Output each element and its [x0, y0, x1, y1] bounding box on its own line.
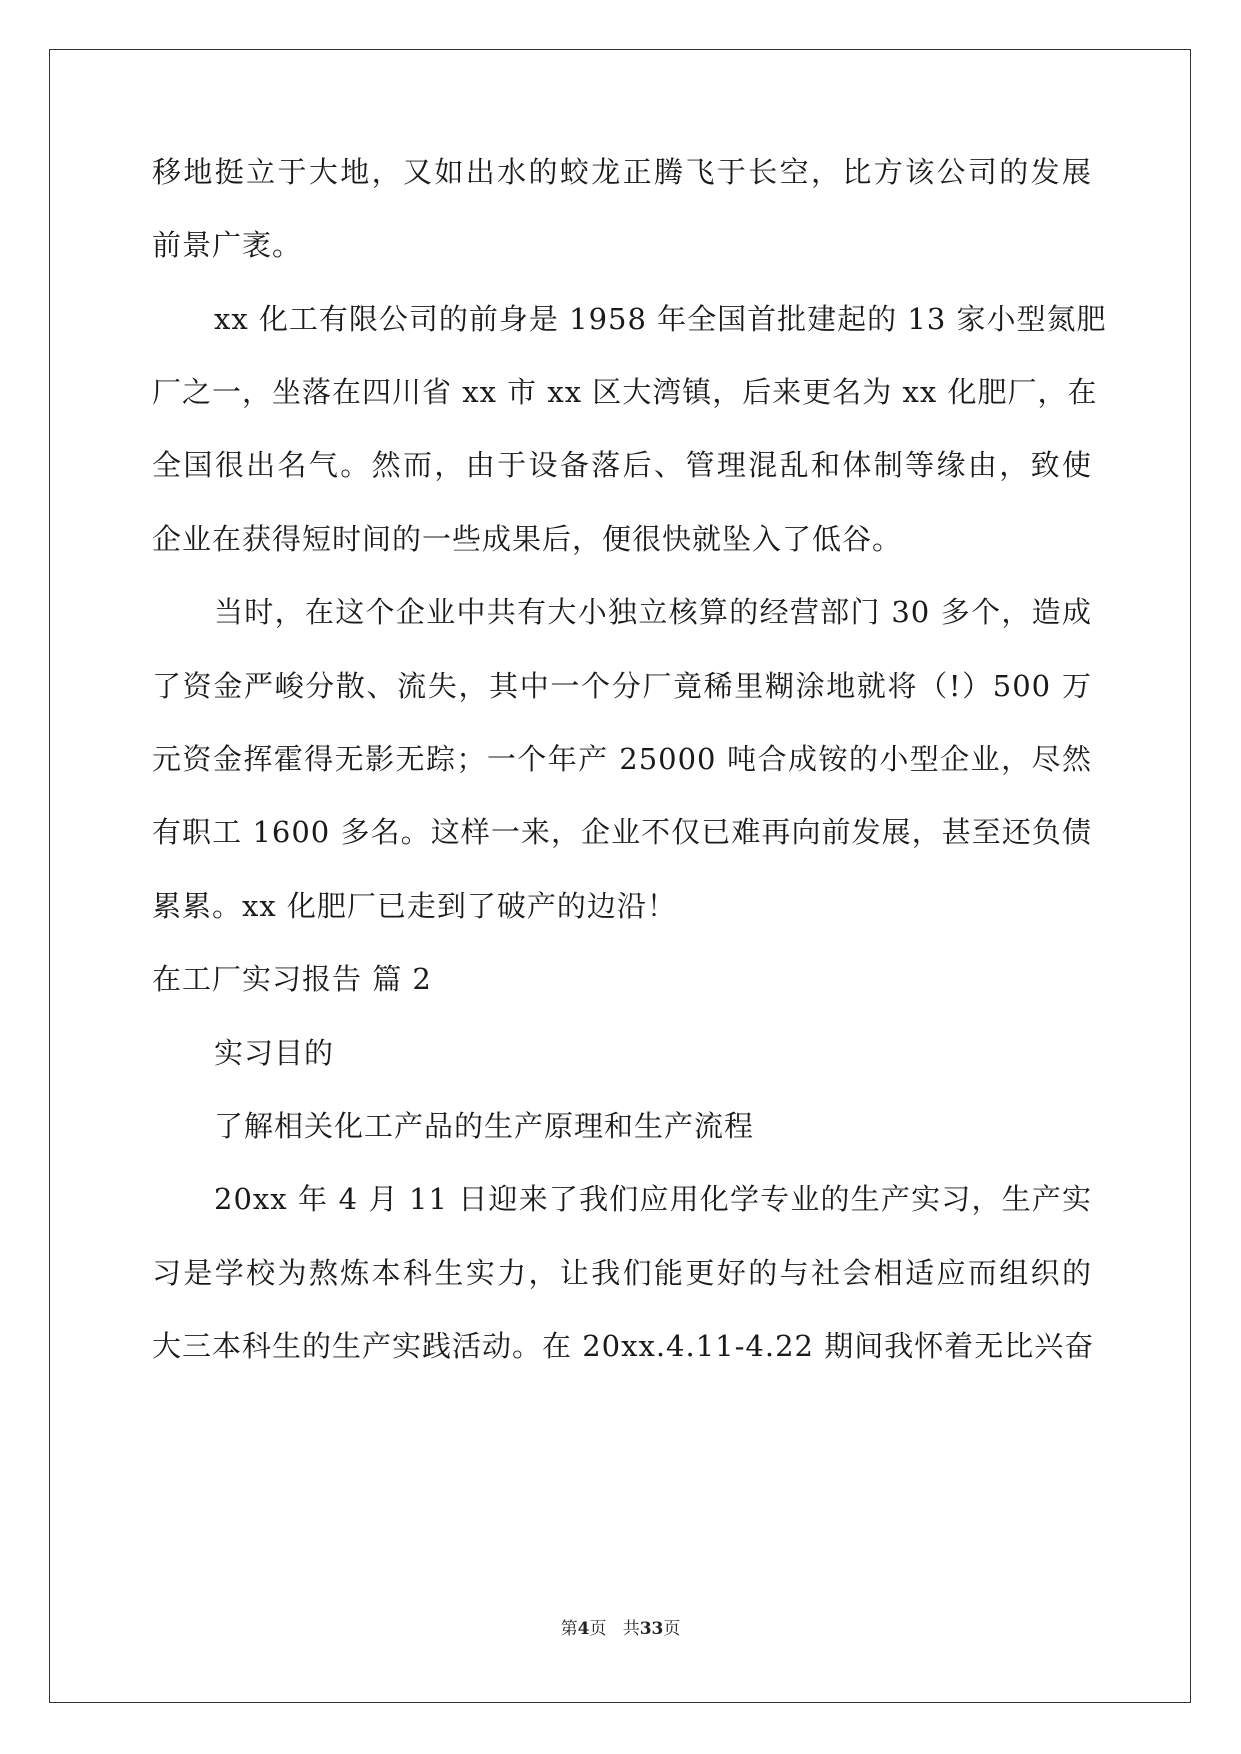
page-prefix: 第 — [560, 1619, 578, 1639]
subheading: 实习目的 — [214, 1036, 335, 1070]
text-line: 前景广袤。 — [152, 228, 303, 262]
text-line: 当时，在这个企业中共有大小独立核算的经营部门 30 多个，造成 — [214, 595, 1092, 629]
section-heading: 在工厂实习报告 篇 2 — [152, 962, 432, 996]
page-number: 4 — [577, 1619, 590, 1639]
text-line: 了资金严峻分散、流失，其中一个分厂竟稀里糊涂地就将（!）500 万 — [152, 669, 1092, 703]
page-suffix: 页 — [589, 1619, 607, 1639]
text-line: 全国很出名气。然而，由于设备落后、管理混乱和体制等缘由，致使 — [152, 448, 1092, 482]
text-line: 大三本科生的生产实践活动。在 20xx.4.11-4.22 期间我怀着无比兴奋 — [152, 1329, 1095, 1363]
text-line: 累累。xx 化肥厂已走到了破产的边沿！ — [152, 889, 677, 923]
text-line: 厂之一，坐落在四川省 xx 市 xx 区大湾镇，后来更名为 xx 化肥厂，在 — [152, 375, 1098, 409]
text-line: 了解相关化工产品的生产原理和生产流程 — [214, 1109, 755, 1143]
text-line: 企业在获得短时间的一些成果后，便很快就坠入了低谷。 — [152, 522, 903, 556]
text-line: 元资金挥霍得无影无踪；一个年产 25000 吨合成铵的小型企业，尽然 — [152, 742, 1092, 776]
total-suffix: 页 — [663, 1619, 681, 1639]
total-pages: 33 — [639, 1619, 664, 1639]
text-line: 习是学校为熬炼本科生实力，让我们能更好的与社会相适应而组织的 — [152, 1256, 1092, 1290]
total-prefix: 共 — [622, 1619, 640, 1639]
text-line: 20xx 年 4 月 11 日迎来了我们应用化学专业的生产实习，生产实 — [214, 1182, 1092, 1216]
text-line: 有职工 1600 多名。这样一来，企业不仅已难再向前发展，甚至还负债 — [152, 815, 1092, 849]
page-footer — [0, 1617, 1241, 1641]
text-line: xx 化工有限公司的前身是 1958 年全国首批建起的 13 家小型氮肥 — [214, 302, 1107, 336]
text-line: 移地挺立于大地，又如出水的蛟龙正腾飞于长空，比方该公司的发展 — [152, 155, 1092, 189]
